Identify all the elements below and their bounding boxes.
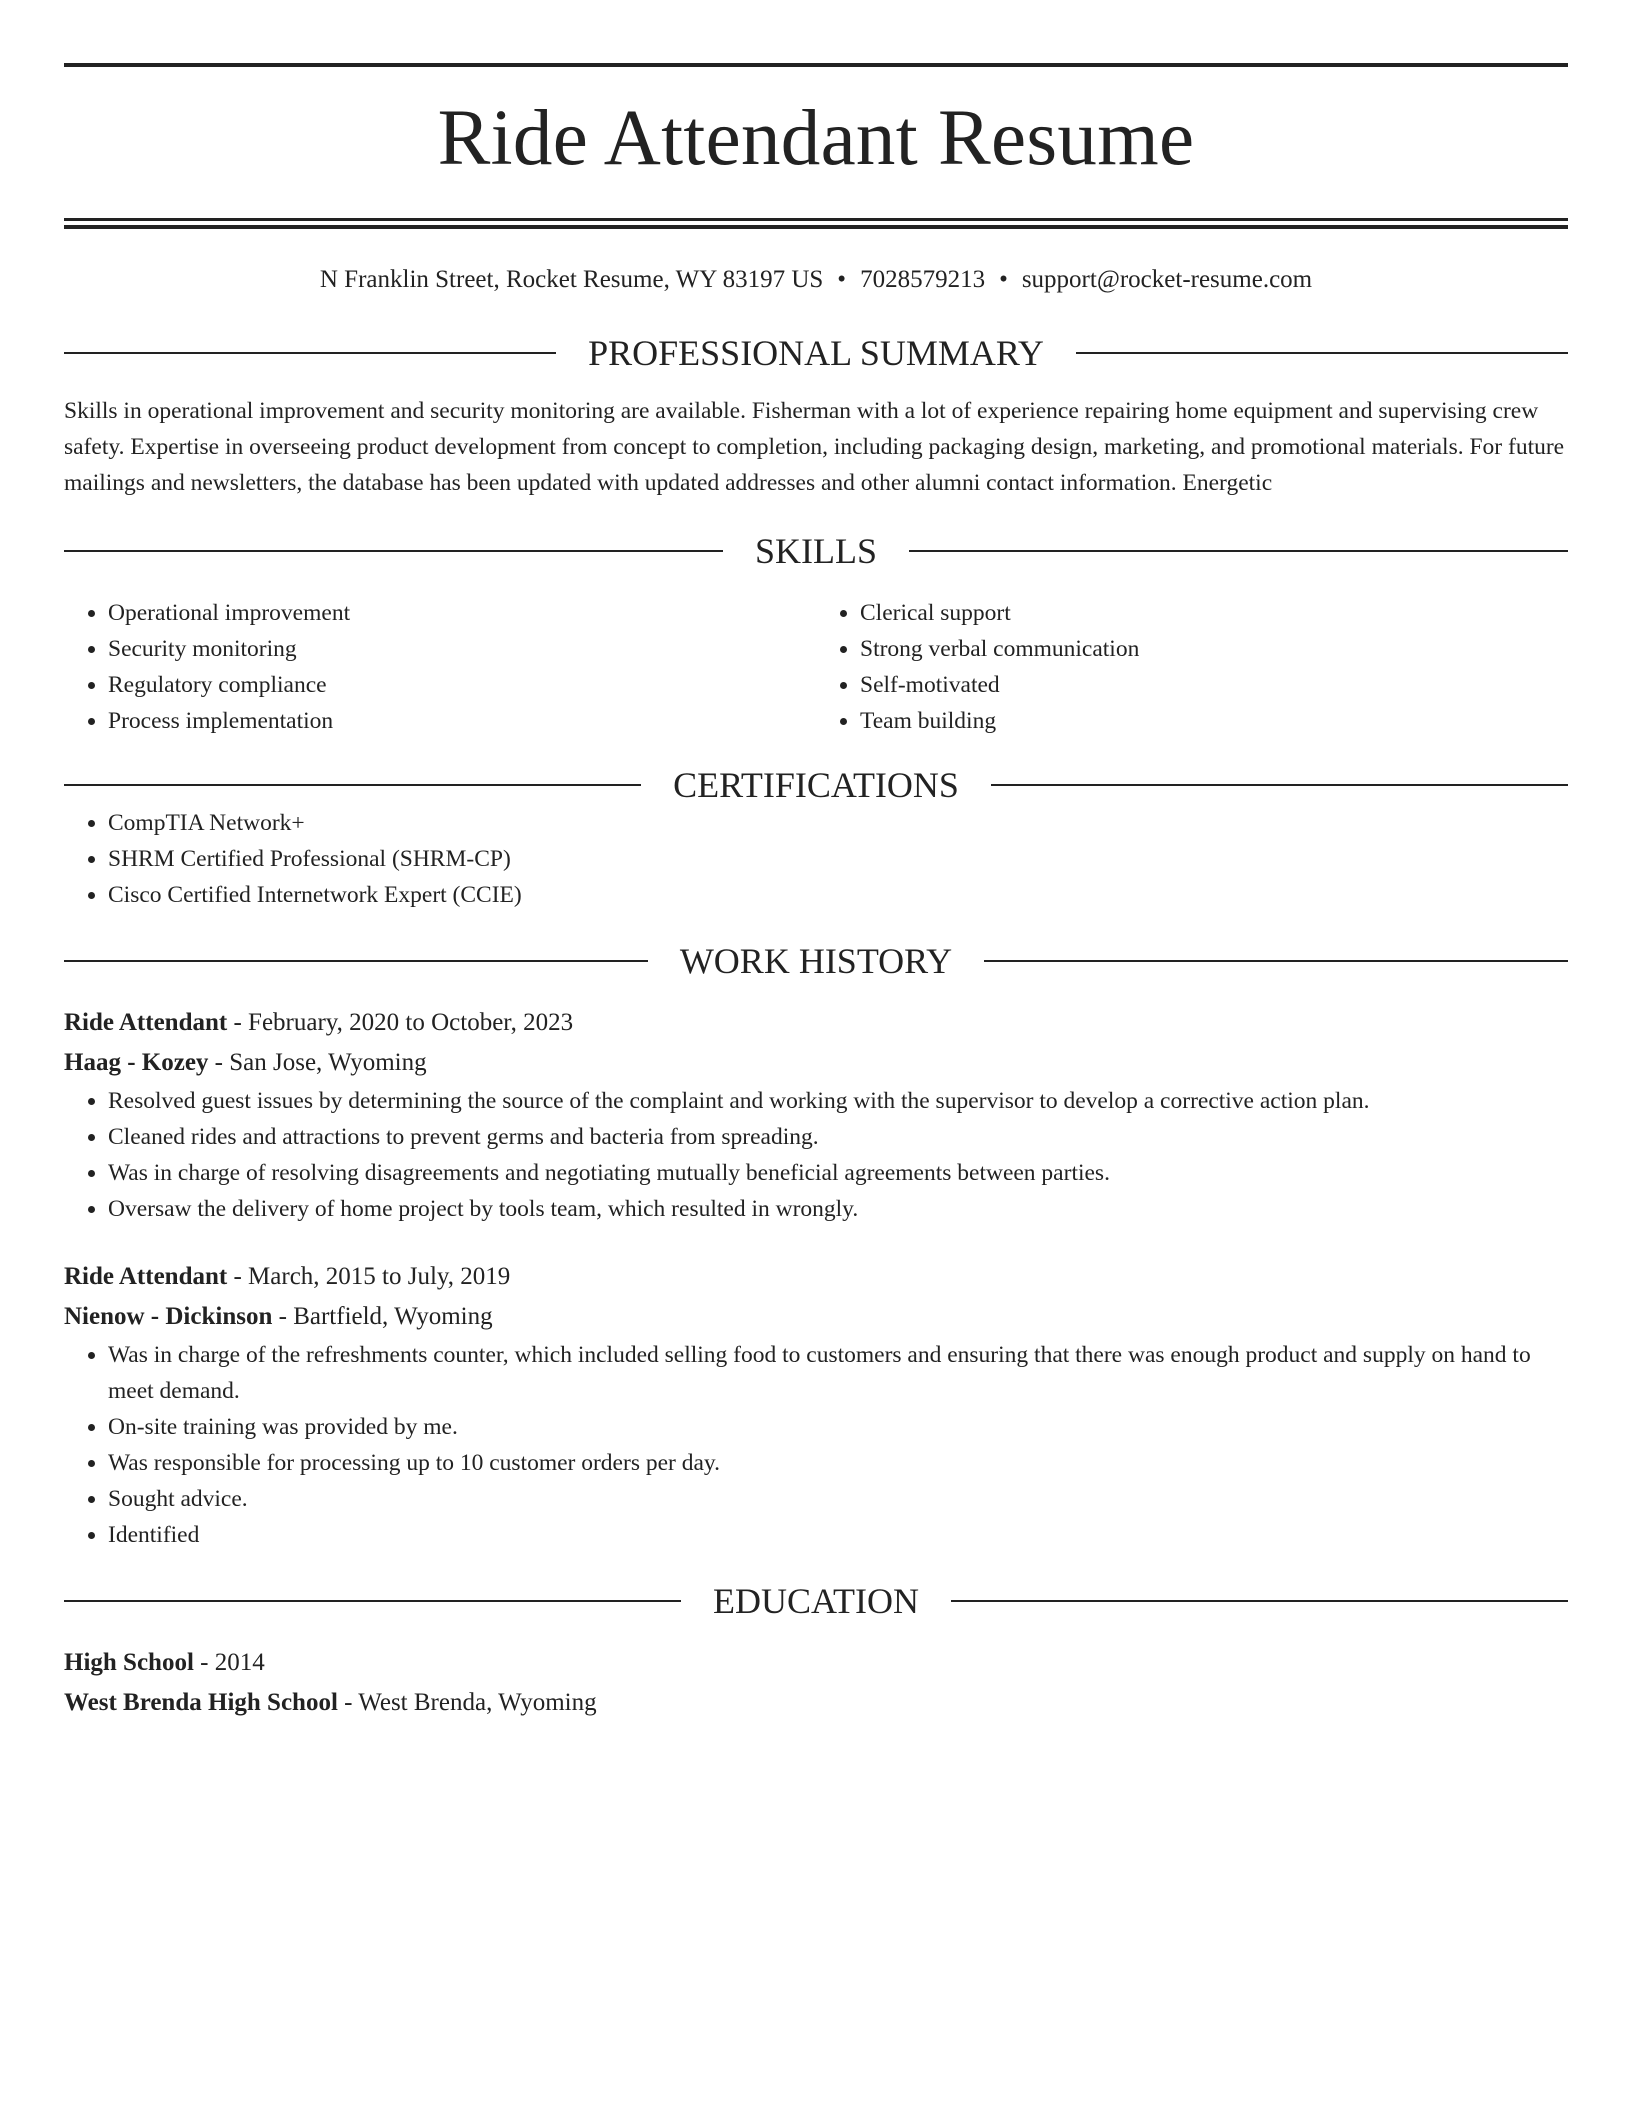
job-company: Nienow - Dickinson <box>64 1303 273 1330</box>
summary-text: Skills in operational improvement and security monitoring are available. Fisherman with a lot of experience repairing home equipment and supervising crew safety. Expertise in overseeing product development from concept to completion, including packaging design, marketing, and promotional materials. For future mailings and newsletters, the database has been updated with updated addresses and other alumni contact information. Energetic <box>64 398 1565 496</box>
job-location: - San Jose, Wyoming <box>214 1049 427 1076</box>
section-heading-summary <box>64 333 1568 373</box>
divider-line <box>909 550 1568 552</box>
job-bullets <box>64 1337 1568 1553</box>
skill-item: • Operational improvement <box>108 595 816 631</box>
education-degree: High School <box>64 1649 194 1676</box>
section-heading-education <box>64 1581 1568 1621</box>
contact-email: support@rocket-resume.com <box>1021 266 1313 293</box>
job-bullet: • Identified <box>108 1517 1568 1553</box>
job-dates: - March, 2015 to July, 2019 <box>233 1263 511 1290</box>
skill-item: • Security monitoring <box>108 631 816 667</box>
job-title-line <box>64 1257 1568 1297</box>
top-rule <box>64 63 1568 67</box>
skill-item: • Self-motivated <box>860 667 1568 703</box>
job-dates: - February, 2020 to October, 2023 <box>233 1009 574 1036</box>
divider-line <box>1076 352 1568 354</box>
job-bullet: • On-site training was provided by me. <box>108 1409 1568 1445</box>
job-company: Haag - Kozey <box>64 1049 209 1076</box>
divider-line <box>64 960 648 962</box>
skills-column-right <box>816 595 1568 739</box>
skill-item: • Strong verbal communication <box>860 631 1568 667</box>
education-school: West Brenda High School <box>64 1689 338 1716</box>
skill-item: • Team building <box>860 703 1568 739</box>
divider-line <box>951 1600 1568 1602</box>
section-title: WORK HISTORY <box>679 941 953 981</box>
contact-address: N Franklin Street, Rocket Resume, WY 83197 US <box>319 266 824 293</box>
job-bullet: • Resolved guest issues by determining the source of the complaint and working with the supervisor to develop a corrective action plan. <box>108 1083 1568 1119</box>
skill-item: • Clerical support <box>860 595 1568 631</box>
contact-separator: • <box>999 266 1008 293</box>
divider-line <box>64 1600 681 1602</box>
certification-item: • CompTIA Network+ <box>108 805 1568 841</box>
certifications-list <box>64 805 1568 913</box>
divider-line <box>64 550 723 552</box>
section-heading-skills <box>64 531 1568 571</box>
contact-line <box>64 265 1568 295</box>
education-year: - 2014 <box>200 1649 265 1676</box>
skill-item: • Regulatory compliance <box>108 667 816 703</box>
education-entry <box>64 1643 1568 1723</box>
job-bullets <box>64 1083 1568 1227</box>
education-location: - West Brenda, Wyoming <box>344 1689 597 1716</box>
certification-item: • SHRM Certified Professional (SHRM-CP) <box>108 841 1568 877</box>
section-title: PROFESSIONAL SUMMARY <box>588 333 1044 373</box>
job-bullet: • Was in charge of the refreshments counter, which included selling food to customers and ensuring that there was enough product and supply on hand to meet demand. <box>108 1337 1568 1409</box>
job-entry <box>64 1257 1568 1553</box>
divider-line <box>64 784 641 786</box>
resume-title: Ride Attendant Resume <box>437 95 1195 182</box>
section-heading-work-history <box>64 941 1568 981</box>
job-bullet: • Was in charge of resolving disagreements and negotiating mutually beneficial agreements between parties. <box>108 1155 1568 1191</box>
skills-list <box>64 595 1568 739</box>
job-bullet: • Sought advice. <box>108 1481 1568 1517</box>
job-title-line <box>64 1003 1568 1043</box>
section-title: EDUCATION <box>713 1581 919 1621</box>
job-title: Ride Attendant <box>64 1263 228 1290</box>
job-title: Ride Attendant <box>64 1009 228 1036</box>
education-degree-line <box>64 1643 1568 1683</box>
job-company-line <box>64 1297 1568 1337</box>
job-bullet: • Cleaned rides and attractions to prevent germs and bacteria from spreading. <box>108 1119 1568 1155</box>
divider-line <box>64 352 556 354</box>
job-entry <box>64 1003 1568 1227</box>
section-title: SKILLS <box>755 531 878 571</box>
job-company-line <box>64 1043 1568 1083</box>
divider-line <box>984 960 1568 962</box>
job-bullet: • Was responsible for processing up to 10 customer orders per day. <box>108 1445 1568 1481</box>
section-title: CERTIFICATIONS <box>673 765 959 805</box>
contact-separator: • <box>837 266 847 293</box>
education-school-line <box>64 1683 1568 1723</box>
contact-phone: 7028579213 <box>860 266 986 293</box>
section-heading-certifications <box>64 765 1568 805</box>
title-double-rule <box>64 218 1568 229</box>
job-bullet: • Oversaw the delivery of home project by tools team, which resulted in wrongly. <box>108 1191 1568 1227</box>
divider-line <box>991 784 1568 786</box>
skills-column-left <box>64 595 816 739</box>
certification-item: • Cisco Certified Internetwork Expert (CCIE) <box>108 877 1568 913</box>
skill-item: • Process implementation <box>108 703 816 739</box>
job-location: - Bartfield, Wyoming <box>278 1303 493 1330</box>
